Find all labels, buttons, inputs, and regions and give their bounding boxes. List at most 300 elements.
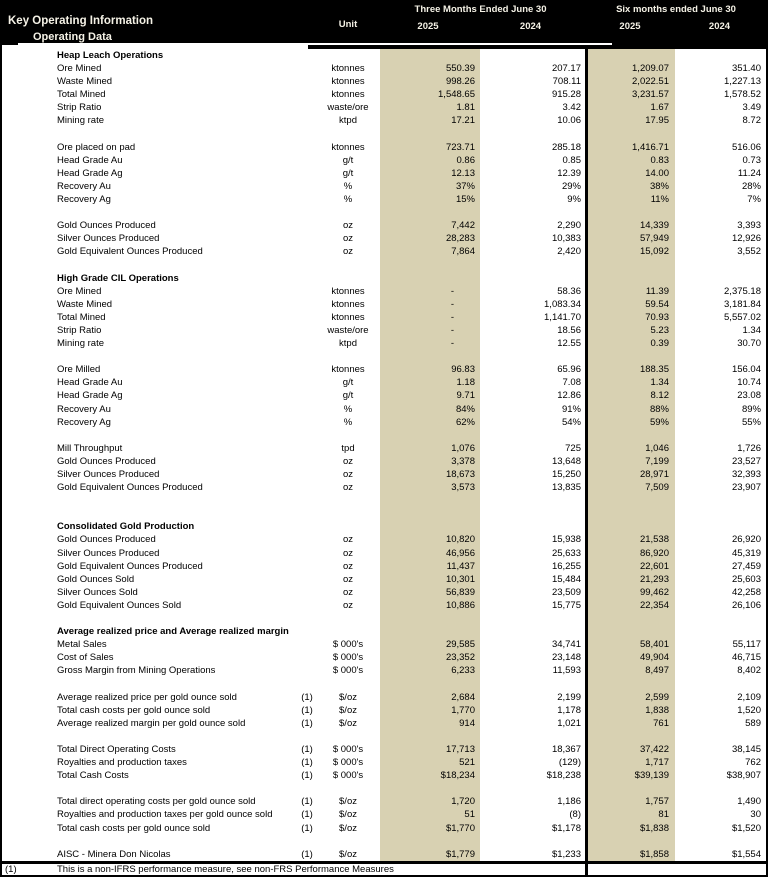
cell-value: 25,603 — [731, 573, 761, 585]
row-label: Total direct operating costs per gold ounce sold — [57, 796, 256, 808]
cell-value: 18,367 — [551, 743, 581, 755]
cell-value: 351.40 — [731, 63, 761, 75]
row-footnote-ref — [296, 455, 318, 468]
row-footnote-ref — [296, 206, 318, 219]
cell-value: 761 — [653, 717, 669, 729]
cell-value — [583, 835, 673, 848]
blank-row — [2, 507, 766, 520]
row-label — [2, 206, 296, 219]
cell-value: 17,713 — [445, 743, 475, 755]
row-label: Recovery Au — [57, 180, 111, 192]
row-label: Mill Throughput — [57, 442, 123, 454]
cell-value: 1,083.34 — [544, 298, 581, 310]
cell-value — [378, 730, 478, 743]
footnote-text: This is a non-IFRS performance measure, see non-FRS Performance Measures — [57, 864, 394, 875]
cell-value: 1,757 — [645, 796, 669, 808]
row-label: Silver Ounces Sold — [57, 586, 138, 598]
cell-value — [378, 429, 478, 442]
row-label: Ore Milled — [57, 364, 101, 376]
cell-value: 13,648 — [551, 455, 581, 467]
row-footnote-ref: (1) — [301, 691, 313, 703]
cell-value: 84% — [455, 403, 475, 415]
cell-value — [478, 259, 583, 272]
cell-value — [378, 520, 478, 533]
row-footnote-ref: (1) — [301, 822, 313, 834]
cell-value — [583, 128, 673, 141]
cell-value: 23,527 — [731, 455, 761, 467]
row-unit — [318, 520, 378, 533]
row-unit: $ 000's — [332, 757, 364, 769]
cell-value — [478, 128, 583, 141]
row-label: Gold Equivalent Ounces Produced — [57, 246, 203, 258]
cell-value — [378, 350, 478, 363]
row-label: Mining rate — [57, 115, 104, 127]
cell-value — [673, 259, 766, 272]
cell-value: 1,178 — [557, 704, 581, 716]
cell-value: 1,021 — [557, 717, 581, 729]
row-unit: oz — [342, 455, 354, 467]
row-footnote-ref — [296, 573, 318, 586]
cell-value: 10,820 — [445, 534, 475, 546]
cell-value: 32,393 — [731, 469, 761, 480]
row-label: Recovery Au — [57, 403, 111, 415]
cell-value: 12,926 — [731, 233, 761, 245]
cell-value: 9.71 — [456, 390, 475, 402]
row-unit: oz — [342, 534, 354, 546]
cell-value — [478, 678, 583, 691]
table-row — [2, 533, 766, 546]
table-row — [2, 808, 766, 821]
cell-value: 99,462 — [639, 586, 669, 598]
cell-value: 1.34 — [742, 324, 761, 336]
row-footnote-ref — [296, 533, 318, 546]
table-row — [2, 560, 766, 573]
cell-value: 16,255 — [551, 560, 581, 572]
table-row — [2, 743, 766, 756]
section-row — [2, 520, 766, 533]
table-header — [2, 0, 766, 49]
row-unit: ktonnes — [331, 141, 365, 153]
cell-value: 1,416.71 — [632, 141, 669, 153]
cell-value: 2,420 — [557, 246, 581, 258]
cell-value: 1,076 — [451, 442, 475, 454]
row-unit: oz — [342, 246, 354, 258]
table-row — [2, 154, 766, 167]
table-row — [2, 324, 766, 337]
cell-value — [478, 782, 583, 795]
row-unit: $ 000's — [332, 743, 364, 755]
cell-value: 13,835 — [551, 482, 581, 494]
cell-value: 23,148 — [551, 652, 581, 664]
row-label: Consolidated Gold Production — [57, 521, 195, 533]
table-row — [2, 114, 766, 127]
cell-value: 7.08 — [562, 377, 581, 389]
row-unit: $/oz — [339, 717, 357, 729]
cell-value: 521 — [459, 757, 475, 769]
cell-value: 26,920 — [731, 534, 761, 546]
cell-value: 58.36 — [557, 285, 581, 297]
cell-value: 762 — [745, 757, 761, 769]
cell-value: 1,520 — [737, 704, 761, 716]
row-unit — [318, 625, 378, 638]
cell-value: 15,250 — [551, 469, 581, 480]
row-unit: oz — [342, 220, 354, 232]
cell-value — [478, 49, 583, 62]
row-label: Gold Ounces Produced — [57, 534, 156, 546]
cell-value: 8,497 — [645, 665, 669, 677]
row-label — [2, 678, 296, 691]
cell-value: 550.39 — [445, 63, 475, 75]
row-unit — [318, 272, 378, 285]
row-unit: oz — [342, 560, 354, 572]
row-unit: oz — [342, 599, 354, 611]
cell-value: 37,422 — [639, 743, 669, 755]
row-unit: waste/ore — [327, 102, 369, 114]
table-row — [2, 704, 766, 717]
row-footnote-ref — [296, 730, 318, 743]
row-label: Waste Mined — [57, 76, 113, 88]
column-header-6m-2024: 2024 — [708, 21, 731, 32]
table-row — [2, 481, 766, 494]
row-label — [2, 259, 296, 272]
row-label: Waste Mined — [57, 298, 113, 310]
cell-value: - — [450, 298, 454, 310]
row-footnote-ref — [296, 141, 318, 154]
cell-value: 30.70 — [737, 338, 761, 350]
cell-value: 2,109 — [737, 691, 761, 703]
row-label: Total Mined — [57, 311, 106, 323]
row-footnote-ref — [296, 481, 318, 494]
table-row — [2, 651, 766, 664]
row-footnote-ref — [296, 88, 318, 101]
row-footnote-ref — [296, 219, 318, 232]
cell-value: 38,145 — [731, 743, 761, 755]
cell-value: 96.83 — [451, 364, 475, 376]
cell-value: 15,092 — [639, 246, 669, 258]
row-label: AISC - Minera Don Nicolas — [57, 848, 171, 860]
row-unit: g/t — [342, 167, 354, 179]
cell-value — [378, 612, 478, 625]
cell-value: 58,401 — [639, 639, 669, 651]
cell-value: 59.54 — [645, 298, 669, 310]
cell-value — [478, 494, 583, 507]
cell-value — [583, 507, 673, 520]
cell-value: 1,046 — [645, 442, 669, 454]
cell-value: $39,139 — [634, 770, 669, 782]
cell-value — [673, 782, 766, 795]
table-row — [2, 75, 766, 88]
cell-value — [378, 507, 478, 520]
row-label: Gold Equivalent Ounces Sold — [57, 599, 182, 611]
row-unit: tpd — [341, 442, 355, 454]
cell-value: 1,141.70 — [544, 311, 581, 323]
cell-value: $1,520 — [731, 822, 761, 834]
cell-value: 54% — [561, 416, 581, 428]
cell-value — [673, 678, 766, 691]
row-unit: $/oz — [339, 704, 357, 716]
table-row — [2, 416, 766, 429]
table-row — [2, 245, 766, 258]
row-footnote-ref — [296, 638, 318, 651]
table-row — [2, 769, 766, 782]
row-unit: ktonnes — [331, 63, 365, 75]
cell-value: 18,673 — [445, 469, 475, 480]
blank-row — [2, 678, 766, 691]
table-row — [2, 363, 766, 376]
cell-value: 23,352 — [445, 652, 475, 664]
cell-value: 28,971 — [639, 469, 669, 480]
row-footnote-ref — [296, 363, 318, 376]
cell-value — [378, 494, 478, 507]
row-footnote-ref — [296, 389, 318, 402]
cell-value: 285.18 — [551, 141, 581, 153]
cell-value: 38% — [649, 180, 669, 192]
cell-value — [673, 429, 766, 442]
row-unit — [318, 507, 378, 520]
row-footnote-ref — [296, 193, 318, 206]
cell-value — [673, 520, 766, 533]
row-footnote-ref — [296, 586, 318, 599]
row-footnote-ref — [296, 101, 318, 114]
row-footnote-ref — [296, 376, 318, 389]
row-unit — [318, 429, 378, 442]
cell-value: 516.06 — [731, 141, 761, 153]
cell-value — [378, 835, 478, 848]
cell-value: 11.39 — [645, 285, 669, 297]
cell-value: 7,864 — [451, 246, 475, 258]
footer-rule — [2, 861, 766, 864]
cell-value: 1.81 — [456, 102, 475, 114]
row-unit: ktonnes — [331, 311, 365, 323]
cell-value: 11.24 — [737, 167, 761, 179]
cell-value: 23.08 — [737, 390, 761, 402]
cell-value: 1,770 — [451, 704, 475, 716]
cell-value — [673, 49, 766, 62]
cell-value: 3,573 — [451, 482, 475, 494]
cell-value: 188.35 — [639, 364, 669, 376]
row-footnote-ref — [296, 651, 318, 664]
row-label: Average realized price per gold ounce sold — [57, 691, 237, 703]
cell-value: 11,593 — [552, 665, 581, 677]
blank-row — [2, 429, 766, 442]
cell-value: 5,557.02 — [724, 311, 761, 323]
row-footnote-ref — [296, 167, 318, 180]
cell-value — [478, 612, 583, 625]
table-row — [2, 141, 766, 154]
footnote-row — [2, 864, 766, 876]
row-label: Gold Equivalent Ounces Produced — [57, 560, 203, 572]
cell-value — [378, 272, 478, 285]
cell-value: 45,319 — [731, 547, 761, 559]
column-header-6m-2025: 2025 — [619, 21, 641, 32]
row-label: Strip Ratio — [57, 102, 102, 114]
table-row — [2, 389, 766, 402]
cell-value: 15,938 — [551, 534, 581, 546]
cell-value — [378, 128, 478, 141]
row-label: Gold Equivalent Ounces Produced — [57, 482, 203, 494]
cell-value: 51 — [464, 809, 475, 821]
table-row — [2, 599, 766, 612]
row-label: Heap Leach Operations — [57, 50, 164, 61]
cell-value — [583, 625, 673, 638]
cell-value: 1,578.52 — [724, 89, 761, 101]
cell-value: 8.72 — [742, 115, 761, 127]
table-row — [2, 822, 766, 835]
row-footnote-ref — [296, 664, 318, 677]
cell-value — [478, 507, 583, 520]
cell-value — [583, 206, 673, 219]
row-unit — [318, 494, 378, 507]
row-label: Gold Ounces Sold — [57, 573, 135, 585]
page-subtitle: Operating Data — [33, 31, 112, 43]
row-label: Ore Mined — [57, 285, 102, 297]
cell-value: 62% — [455, 416, 475, 428]
row-label: Ore Mined — [57, 63, 102, 75]
cell-value: 91% — [561, 403, 581, 415]
row-label: Total Direct Operating Costs — [57, 743, 176, 755]
column-header-3m-2025: 2025 — [417, 21, 439, 32]
row-footnote-ref — [296, 599, 318, 612]
row-label: Gold Ounces Produced — [57, 455, 156, 467]
cell-value: 0.85 — [562, 154, 581, 166]
cell-value — [478, 520, 583, 533]
cell-value — [673, 625, 766, 638]
cell-value: 21,293 — [639, 573, 669, 585]
cell-value: $1,838 — [639, 822, 669, 834]
section-row — [2, 49, 766, 62]
table-row — [2, 573, 766, 586]
row-label: Total Mined — [57, 89, 106, 101]
cell-value: 89% — [741, 403, 761, 415]
cell-value: 3,552 — [737, 246, 761, 258]
cell-value: - — [450, 311, 454, 323]
cell-value: 29% — [561, 180, 581, 192]
cell-value: $1,858 — [639, 848, 669, 860]
row-footnote-ref — [296, 507, 318, 520]
row-unit: $/oz — [339, 796, 357, 808]
blank-row — [2, 128, 766, 141]
cell-value — [583, 678, 673, 691]
cell-value — [478, 272, 583, 285]
cell-value: 914 — [459, 717, 475, 729]
table-row — [2, 219, 766, 232]
cell-value — [583, 494, 673, 507]
row-unit: $ 000's — [332, 770, 364, 782]
cell-value: 65.96 — [557, 364, 581, 376]
cell-value — [673, 835, 766, 848]
cell-value: 59% — [649, 416, 669, 428]
cell-value: 14,339 — [639, 220, 669, 232]
row-unit: ktonnes — [331, 76, 365, 88]
cell-value — [378, 49, 478, 62]
row-unit: $/oz — [339, 691, 357, 703]
row-footnote-ref — [296, 612, 318, 625]
row-footnote-ref: (1) — [301, 704, 313, 716]
row-unit — [318, 730, 378, 743]
row-footnote-ref — [296, 75, 318, 88]
cell-value: - — [450, 285, 454, 297]
row-unit: ktonnes — [331, 89, 365, 101]
row-footnote-ref — [296, 520, 318, 533]
cell-value: 15% — [455, 194, 475, 206]
row-unit: oz — [342, 573, 354, 585]
footnote-ref: (1) — [5, 864, 17, 875]
table-body — [2, 49, 766, 861]
cell-value — [478, 350, 583, 363]
row-unit: ktonnes — [331, 298, 365, 310]
table-row — [2, 756, 766, 769]
cell-value: 81 — [658, 809, 669, 821]
row-footnote-ref — [296, 468, 318, 481]
cell-value: 6,233 — [451, 665, 475, 677]
cell-value: 3,393 — [737, 220, 761, 232]
cell-value: 708.11 — [552, 76, 581, 88]
cell-value: 56,839 — [445, 586, 475, 598]
cell-value — [583, 350, 673, 363]
cell-value: $38,907 — [726, 770, 761, 782]
row-footnote-ref — [296, 285, 318, 298]
row-unit: g/t — [342, 154, 354, 166]
row-unit — [318, 612, 378, 625]
cell-value: 2,375.18 — [724, 285, 761, 297]
row-unit — [318, 782, 378, 795]
cell-value — [583, 612, 673, 625]
cell-value — [478, 625, 583, 638]
cell-value — [673, 350, 766, 363]
row-label: Head Grade Au — [57, 154, 123, 166]
row-unit: $ 000's — [332, 665, 364, 677]
cell-value — [583, 272, 673, 285]
row-label: Total cash costs per gold ounce sold — [57, 704, 211, 716]
table-row — [2, 691, 766, 704]
cell-value: 46,956 — [445, 547, 475, 559]
row-footnote-ref — [296, 324, 318, 337]
row-unit: $ 000's — [332, 639, 364, 651]
row-label: Head Grade Ag — [57, 390, 123, 402]
cell-value: 17.95 — [645, 115, 669, 127]
row-footnote-ref — [296, 416, 318, 429]
cell-value: 3,378 — [451, 455, 475, 467]
row-footnote-ref — [296, 311, 318, 324]
row-label — [2, 612, 296, 625]
row-footnote-ref — [296, 560, 318, 573]
cell-value: 29,585 — [445, 639, 475, 651]
row-label: Silver Ounces Produced — [57, 233, 160, 245]
column-header-unit: Unit — [338, 19, 358, 30]
cell-value — [378, 625, 478, 638]
cell-value — [583, 259, 673, 272]
row-unit: oz — [342, 233, 354, 245]
row-footnote-ref — [296, 782, 318, 795]
cell-value: 1.67 — [650, 102, 669, 114]
cell-value: 7,199 — [645, 455, 669, 467]
cell-value: 7,442 — [451, 220, 475, 232]
cell-value: 49,904 — [639, 652, 669, 664]
row-footnote-ref: (1) — [301, 848, 313, 860]
cell-value: 7,509 — [645, 482, 669, 494]
cell-value: 26,106 — [731, 599, 761, 611]
cell-value: $1,233 — [551, 848, 581, 860]
cell-value: 88% — [649, 403, 669, 415]
table-row — [2, 455, 766, 468]
cell-value — [378, 259, 478, 272]
table-row — [2, 180, 766, 193]
cell-value: 28,283 — [445, 233, 475, 245]
blank-row — [2, 612, 766, 625]
cell-value: 12.86 — [557, 390, 581, 402]
cell-value: 915.28 — [551, 89, 581, 101]
row-unit: % — [343, 180, 353, 192]
